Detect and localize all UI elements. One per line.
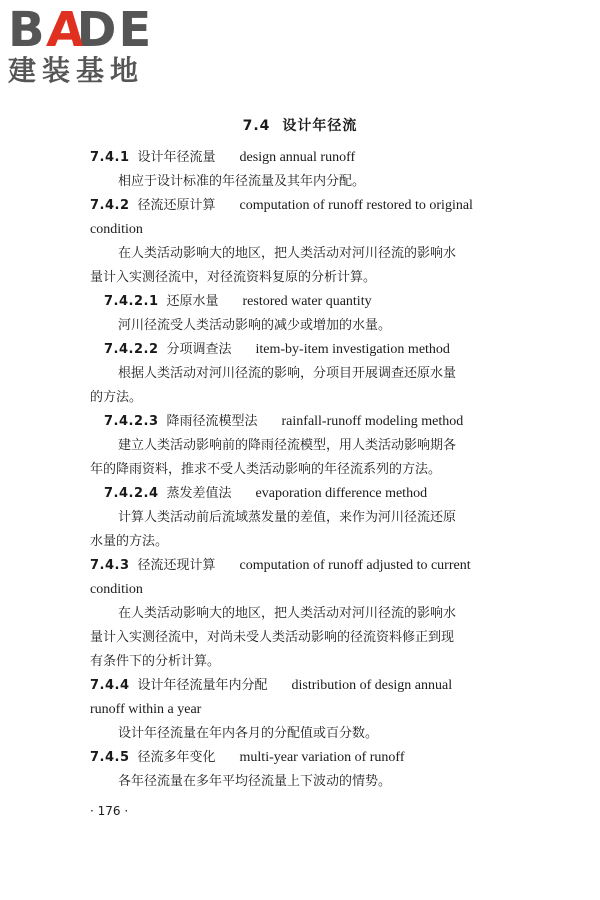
term-definition: 根据人类活动对河川径流的影响，分项目开展调查还原水量: [118, 366, 457, 381]
term-definition-cont: 量计入实测径流中，对尚未受人类活动影响的径流资料修正到现: [90, 630, 455, 645]
term-en-continued: condition: [90, 222, 143, 237]
term-7-4-4: 7.4.4 设计年径流量年内分配 distribution of design annual: [90, 678, 453, 693]
term-definition-cont: 的方法。: [90, 390, 143, 405]
section-heading: 设计年径流: [282, 118, 358, 134]
term-definition: 计算人类活动前后流域蒸发量的差值，来作为河川径流还原: [118, 510, 457, 525]
term-definition-cont: 量计入实测径流中，对径流资料复原的分析计算。: [90, 270, 377, 285]
term-7-4-2-3: 7.4.2.3 降雨径流模型法 rainfall-runoff modeling method: [104, 414, 464, 429]
logo-subtitle: 建装基地: [8, 54, 145, 87]
logo-letters-de: DE: [76, 2, 154, 58]
term-7-4-1: 7.4.1 设计年径流量 design annual runoff: [90, 150, 356, 165]
term-7-4-3: 7.4.3 径流还现计算 computation of runoff adjusted to current: [90, 558, 471, 573]
term-definition: 设计年径流量在年内各月的分配值或百分数。: [118, 726, 379, 741]
term-en-continued: runoff within a year: [90, 702, 202, 717]
logo-letter-a: A: [44, 2, 88, 58]
term-definition: 各年径流量在多年平均径流量上下波动的情势。: [118, 774, 392, 789]
term-7-4-2-4: 7.4.2.4 蒸发差值法 evaporation difference method: [104, 486, 428, 501]
term-7-4-2-2: 7.4.2.2 分项调查法 item-by-item investigation method: [104, 342, 450, 357]
page-number: · 176 ·: [90, 804, 129, 818]
term-definition: 在人类活动影响大的地区，把人类活动对河川径流的影响水: [118, 246, 457, 261]
logo-letter-b: B: [8, 2, 47, 58]
logo-wordmark: [8, 4, 178, 56]
section-title: [0, 115, 600, 135]
section-number: 7.4: [242, 118, 271, 134]
term-7-4-5: 7.4.5 径流多年变化 multi-year variation of runoff: [90, 750, 405, 765]
term-en-continued: condition: [90, 582, 143, 597]
term-7-4-2: 7.4.2 径流还原计算 computation of runoff restored to original: [90, 198, 473, 213]
term-definition: 河川径流受人类活动影响的减少或增加的水量。: [118, 318, 392, 333]
term-list: [90, 146, 510, 794]
term-definition-cont: 有条件下的分析计算。: [90, 654, 221, 669]
term-definition-cont: 年的降雨资料，推求不受人类活动影响的年径流系列的方法。: [90, 462, 442, 477]
brand-logo: [8, 4, 178, 88]
term-definition-cont: 水量的方法。: [90, 534, 169, 549]
term-definition: 相应于设计标准的年径流量及其年内分配。: [118, 174, 366, 189]
term-definition: 建立人类活动影响前的降雨径流模型，用人类活动影响期各: [118, 438, 457, 453]
term-7-4-2-1: 7.4.2.1 还原水量 restored water quantity: [104, 294, 372, 309]
term-definition: 在人类活动影响大的地区，把人类活动对河川径流的影响水: [118, 606, 457, 621]
